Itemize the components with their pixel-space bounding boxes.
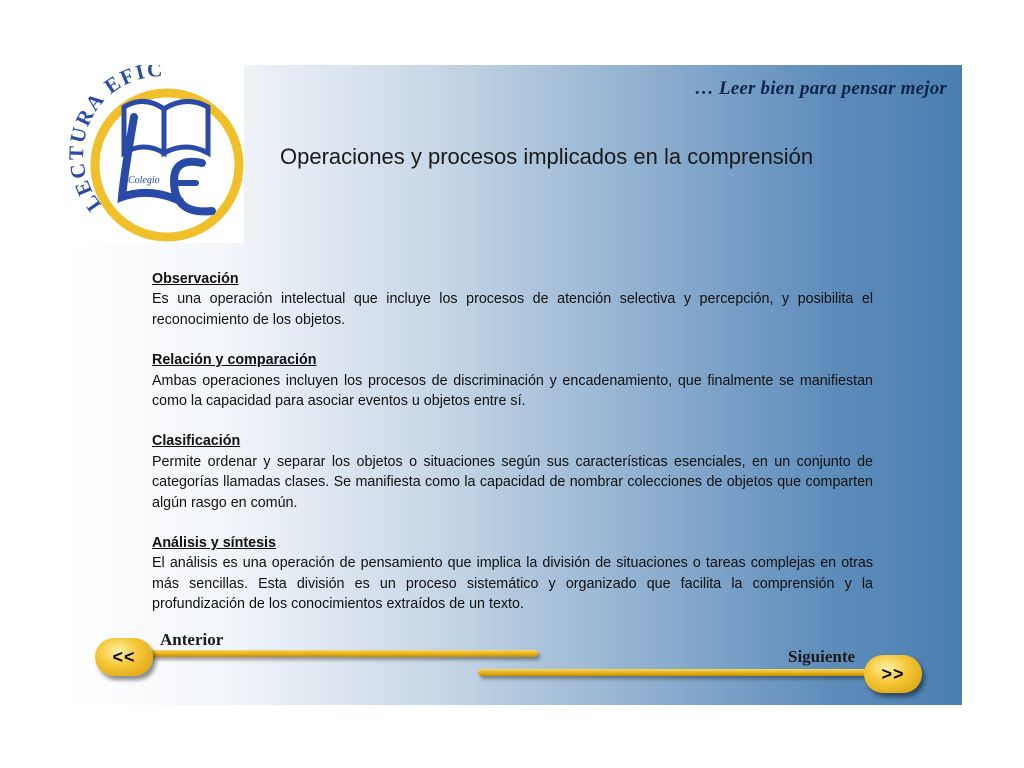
section-text: El análisis es una operación de pensamiento que implica la división de situaciones o tareas complejas en otras más sencillas. Esta división es un proceso sistemático y organizado que facilita la comprensión y la profundización de los conocimientos extraídos de un texto.	[152, 555, 873, 613]
prev-label[interactable]: Anterior	[160, 630, 224, 649]
section-observacion	[152, 269, 873, 330]
next-nav-bar	[478, 669, 888, 676]
section-title: Clasificación	[152, 433, 241, 450]
section-clasificacion	[152, 431, 873, 513]
logo-arc-text: LECTURA EFIC	[64, 65, 166, 217]
section-title: Relación y comparación	[152, 352, 317, 369]
section-text: Ambas operaciones incluyen los procesos de discriminación y encadenamiento, que finalmente se manifiestan como la capacidad para asociar eventos u objetos entre sí.	[152, 372, 873, 410]
section-title: Análisis y síntesis	[152, 535, 276, 552]
logo-emblem	[62, 65, 244, 243]
tagline: … Leer bien para pensar mejor	[694, 78, 947, 99]
section-text: Permite ordenar y separar los objetos o situaciones según sus características esenciales, en un conjunto de categorías llamadas clases. Se manifiesta como la capacidad de nombrar colecciones de objetos que comparten algún rasgo en común.	[152, 453, 873, 511]
next-label[interactable]: Siguiente	[788, 647, 856, 666]
next-button[interactable]: >>	[864, 655, 922, 693]
logo-inner-text-1: Colegio	[128, 175, 160, 186]
logo-inner-text-2: Muñoz	[130, 189, 158, 200]
prev-button[interactable]: <<	[95, 638, 153, 676]
section-text: Es una operación intelectual que incluye los procesos de atención selectiva y percepción, y posibilita el reconocimiento de los objetos.	[152, 291, 873, 328]
section-title: Observación	[152, 271, 239, 287]
prev-nav-bar	[128, 650, 538, 657]
page-title: Operaciones y procesos implicados en la comprensión	[280, 144, 814, 169]
content-body	[152, 269, 873, 635]
section-relacion-comparacion	[152, 350, 873, 411]
lectura-eficaz-logo	[62, 65, 244, 243]
section-analisis-sintesis	[152, 533, 873, 615]
